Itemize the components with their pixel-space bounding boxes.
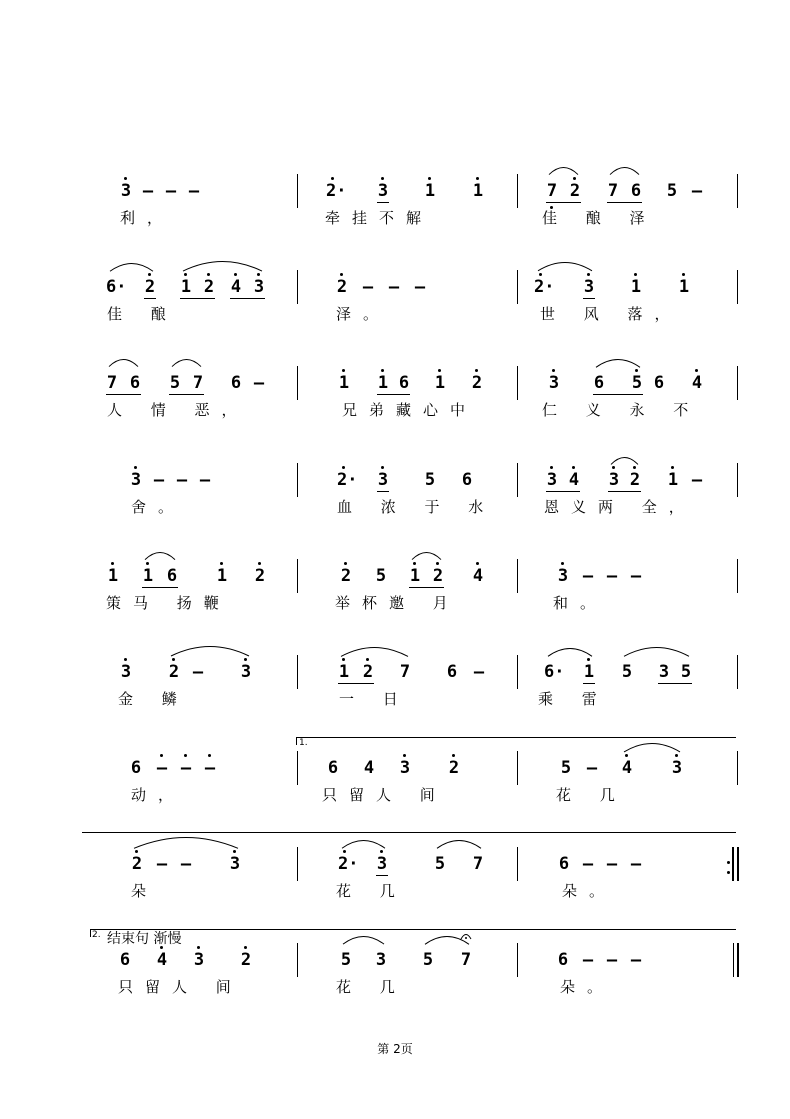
note: 2 (362, 662, 374, 682)
bar-line (737, 174, 738, 208)
note: 2 (448, 758, 460, 778)
fermata-icon (460, 932, 472, 940)
bar-line (517, 943, 518, 977)
note: 1 (142, 566, 154, 586)
note: 2 (340, 566, 352, 586)
lyric-measure-2: 兄弟藏心中 (342, 401, 478, 419)
note: 3 (375, 950, 387, 970)
note: – (156, 758, 168, 778)
note: 3 (253, 277, 265, 297)
lyric-measure-1: 佳 酿 (107, 305, 178, 323)
octave-dot-high (366, 658, 369, 661)
octave-dot-high (340, 273, 343, 276)
octave-dot-high (381, 369, 384, 372)
note: 3 (546, 470, 558, 490)
octave-dot-high (244, 658, 247, 661)
note: 6· (544, 662, 565, 682)
note: 1 (377, 373, 389, 393)
note: 6 (653, 373, 665, 393)
octave-dot-high (258, 562, 261, 565)
octave-dot-high (331, 177, 334, 180)
octave-dot-high (342, 658, 345, 661)
slur (547, 647, 593, 657)
beam-underline (546, 491, 580, 492)
note: 2· (338, 854, 359, 874)
slur (342, 935, 385, 945)
beam-underline (409, 587, 444, 588)
lyric-measure-3: 朵。 (562, 882, 617, 900)
octave-dot-high (342, 466, 345, 469)
note: 6 (129, 373, 141, 393)
lyric-measure-1: 人 情 恶， (107, 401, 249, 419)
note: – (165, 181, 177, 201)
note: 1 (667, 470, 679, 490)
note: 3 (658, 662, 670, 682)
note: 3 (557, 566, 569, 586)
octave-dot-high (134, 466, 137, 469)
note: 1 (338, 373, 350, 393)
note: 3 (120, 181, 132, 201)
lyric-measure-1: 舍。 (131, 498, 186, 516)
note: 4 (568, 470, 580, 490)
lyric-measure-3: 佳 酿 泽 (542, 209, 657, 227)
note: 6 (130, 758, 142, 778)
note: – (180, 854, 192, 874)
note: 6 (558, 854, 570, 874)
note: – (414, 277, 426, 297)
note: 1 (434, 373, 446, 393)
beam-underline (593, 394, 643, 395)
slur (610, 456, 639, 465)
octave-dot-high (197, 946, 200, 949)
octave-dot-high (633, 466, 636, 469)
beam-underline (338, 683, 374, 684)
note: – (691, 181, 703, 201)
bar-line (737, 463, 738, 497)
lyric-measure-2: 牵挂不解 (325, 209, 434, 227)
octave-dot-high (257, 273, 260, 276)
note: 4 (472, 566, 484, 586)
octave-dot-high (634, 273, 637, 276)
note: 2 (432, 566, 444, 586)
note: 5 (422, 950, 434, 970)
note: 1 (424, 181, 436, 201)
octave-dot-high (539, 273, 542, 276)
bar-line (517, 270, 518, 304)
note: – (142, 181, 154, 201)
note: 6 (446, 662, 458, 682)
note: 2 (168, 662, 180, 682)
note: 3 (240, 662, 252, 682)
slur (340, 646, 409, 657)
octave-dot-high (184, 273, 187, 276)
octave-dot-high (695, 369, 698, 372)
note: 5 (424, 470, 436, 490)
note: 6 (327, 758, 339, 778)
lyric-measure-3: 和。 (553, 594, 608, 612)
volta-2-text: 结束句 渐慢 (107, 931, 182, 947)
note: – (253, 373, 265, 393)
octave-dot-high (344, 562, 347, 565)
note: 6 (630, 181, 642, 201)
note: – (582, 854, 594, 874)
note: 2 (144, 277, 156, 297)
bar-line (297, 559, 298, 593)
note: 6 (398, 373, 410, 393)
octave-dot-high (476, 562, 479, 565)
slur (537, 261, 593, 272)
repeat-dot (727, 871, 730, 874)
lyric-measure-3: 乘 雷 (538, 690, 609, 708)
octave-dot-high (552, 369, 555, 372)
lyric-measure-1: 利， (120, 209, 175, 227)
note: 6 (461, 470, 473, 490)
beam-underline (377, 394, 410, 395)
note: 4 (363, 758, 375, 778)
beam-underline (583, 298, 595, 299)
octave-dot-high (244, 946, 247, 949)
note: 1 (180, 277, 192, 297)
beam-underline (169, 394, 204, 395)
note: 7 (607, 181, 619, 201)
slur (595, 358, 641, 368)
note: – (582, 950, 594, 970)
note: – (192, 662, 204, 682)
slur (623, 742, 681, 753)
slur (133, 836, 239, 849)
octave-dot-high (380, 850, 383, 853)
note: 3 (399, 758, 411, 778)
beam-underline (608, 491, 641, 492)
note: 3 (377, 181, 389, 201)
note: 4 (156, 950, 168, 970)
bar-line (517, 847, 518, 881)
octave-dot-high (675, 754, 678, 757)
note: 1 (338, 662, 350, 682)
repeat-bar-line (737, 847, 739, 881)
note: 2 (471, 373, 483, 393)
note: 3 (193, 950, 205, 970)
note: 5 (434, 854, 446, 874)
bar-line (517, 174, 518, 208)
note: 2 (254, 566, 266, 586)
note: 7 (399, 662, 411, 682)
octave-dot-high (452, 754, 455, 757)
octave-dot-high (413, 562, 416, 565)
note: 2 (240, 950, 252, 970)
note: 2 (131, 854, 143, 874)
note: 5 (169, 373, 181, 393)
note: 7 (460, 950, 472, 970)
bar-line (297, 847, 298, 881)
note: – (153, 470, 165, 490)
lyric-measure-1: 只留人 间 (118, 978, 243, 996)
note: 2· (534, 277, 555, 297)
octave-dot-high (172, 658, 175, 661)
octave-dot-high (146, 562, 149, 565)
octave-dot-high (208, 754, 211, 757)
lyric-measure-3: 朵。 (560, 978, 615, 996)
volta-1-label: 1. (299, 738, 308, 748)
octave-dot-high (438, 369, 441, 372)
octave-dot-high (625, 754, 628, 757)
octave-dot-high (124, 177, 127, 180)
note: 1 (583, 662, 595, 682)
bar-line (297, 366, 298, 400)
slur (182, 260, 263, 272)
final-bar-line (737, 943, 739, 977)
lyric-measure-2: 花 几 (336, 978, 407, 996)
repeat-bar-line (732, 847, 733, 881)
octave-dot-high (428, 177, 431, 180)
note: 7 (106, 373, 118, 393)
octave-dot-high (234, 273, 237, 276)
lyric-measure-3: 仁 义 永 不 (542, 401, 701, 419)
octave-dot-high (476, 177, 479, 180)
note: 3 (377, 470, 389, 490)
octave-dot-high (587, 658, 590, 661)
lyric-measure-2: 血 浓 于 水 (337, 498, 496, 516)
slur (171, 358, 202, 368)
bar-line (517, 366, 518, 400)
note: – (586, 758, 598, 778)
lyric-measure-1: 朵 (131, 882, 159, 900)
page-number: 第 2页 (377, 1042, 413, 1056)
beam-underline (583, 683, 595, 684)
note: 3 (583, 277, 595, 297)
note: 5 (375, 566, 387, 586)
note: 2 (629, 470, 641, 490)
octave-dot-high (612, 466, 615, 469)
beam-underline (607, 202, 642, 203)
bar-line (737, 366, 738, 400)
note: 2 (569, 181, 581, 201)
note: 2· (337, 470, 358, 490)
note: – (606, 854, 618, 874)
note: – (606, 566, 618, 586)
note: 4 (230, 277, 242, 297)
bar-line (737, 751, 738, 785)
beam-underline (106, 394, 141, 395)
note: 1 (409, 566, 421, 586)
slur (109, 262, 154, 272)
note: 3 (548, 373, 560, 393)
slur (548, 166, 579, 176)
octave-dot-high (671, 466, 674, 469)
note: 3 (229, 854, 241, 874)
octave-dot-high (403, 754, 406, 757)
volta-1-hook (296, 737, 297, 745)
bar-line (297, 270, 298, 304)
octave-dot-high (184, 754, 187, 757)
note: 1 (472, 181, 484, 201)
bar-line (517, 751, 518, 785)
octave-dot-high (233, 850, 236, 853)
note: 5 (666, 181, 678, 201)
octave-dot-high (124, 658, 127, 661)
note: 5 (340, 950, 352, 970)
note: – (362, 277, 374, 297)
bar-line (517, 559, 518, 593)
lyric-measure-2: 一 日 (339, 690, 410, 708)
note: 5 (621, 662, 633, 682)
beam-underline (180, 298, 215, 299)
bar-line (297, 943, 298, 977)
bar-line (737, 270, 738, 304)
octave-dot-high (572, 466, 575, 469)
octave-dot-high (220, 562, 223, 565)
note: 2· (326, 181, 347, 201)
volta-1-continuation (82, 832, 736, 833)
beam-underline (658, 683, 692, 684)
note: 5 (631, 373, 643, 393)
beam-underline (377, 202, 389, 203)
bar-line (737, 559, 738, 593)
note: 7 (192, 373, 204, 393)
note: 5 (680, 662, 692, 682)
note: 2 (203, 277, 215, 297)
octave-dot-high (111, 562, 114, 565)
repeat-dot (727, 861, 730, 864)
volta-2-bracket (90, 929, 736, 930)
final-bar-line (733, 943, 734, 977)
note: 6 (166, 566, 178, 586)
octave-dot-high (342, 369, 345, 372)
slur (108, 358, 139, 368)
octave-dot-high (148, 273, 151, 276)
bar-line (297, 174, 298, 208)
octave-dot-high (207, 273, 210, 276)
note: 2 (336, 277, 348, 297)
note: – (630, 566, 642, 586)
octave-dot-high (635, 369, 638, 372)
octave-dot-high (561, 562, 564, 565)
octave-dot-high (573, 177, 576, 180)
note: 6· (106, 277, 127, 297)
note: – (630, 950, 642, 970)
bar-line (733, 847, 734, 881)
lyric-measure-3: 恩义两 全， (544, 498, 696, 516)
note: 6 (557, 950, 569, 970)
note: 6 (119, 950, 131, 970)
lyric-measure-3: 花 几 (556, 786, 627, 804)
lyric-measure-3: 世 风 落， (540, 305, 682, 323)
note: 4 (621, 758, 633, 778)
note: 7 (472, 854, 484, 874)
octave-dot-high (343, 850, 346, 853)
note: – (606, 950, 618, 970)
beam-underline (376, 875, 388, 876)
slur (411, 551, 442, 561)
slur (144, 551, 176, 561)
note: – (691, 470, 703, 490)
note: – (188, 181, 200, 201)
lyric-measure-1: 金 鳞 (118, 690, 189, 708)
note: 3 (608, 470, 620, 490)
note: 1 (630, 277, 642, 297)
note: – (156, 854, 168, 874)
octave-dot-high (682, 273, 685, 276)
note: 1 (216, 566, 228, 586)
bar-line (297, 463, 298, 497)
octave-dot-high (587, 273, 590, 276)
slur (436, 839, 482, 849)
bar-line (297, 655, 298, 689)
octave-dot-high (475, 369, 478, 372)
lyric-measure-1: 动， (131, 786, 186, 804)
note: 4 (691, 373, 703, 393)
beam-underline (142, 587, 178, 588)
lyric-measure-2: 举杯邀 月 (335, 594, 460, 612)
slur (170, 645, 250, 657)
beam-underline (546, 202, 581, 203)
volta-2-label: 2. (92, 930, 101, 940)
bar-line (737, 655, 738, 689)
lyric-measure-2: 泽。 (336, 305, 391, 323)
note: – (473, 662, 485, 682)
note: 5 (560, 758, 572, 778)
note: 3 (671, 758, 683, 778)
bar-line (297, 751, 298, 785)
beam-underline (230, 298, 265, 299)
beam-underline (377, 491, 389, 492)
note: – (176, 470, 188, 490)
slur (609, 166, 640, 176)
note: 6 (230, 373, 242, 393)
octave-dot-high (135, 850, 138, 853)
note: 3 (120, 662, 132, 682)
octave-dot-high (160, 754, 163, 757)
bar-line (517, 655, 518, 689)
note: – (630, 854, 642, 874)
slur (623, 646, 690, 657)
volta-1-bracket (296, 737, 736, 738)
octave-dot-high (550, 466, 553, 469)
octave-dot-high (381, 177, 384, 180)
note: – (180, 758, 192, 778)
note: – (204, 758, 216, 778)
note: 1 (107, 566, 119, 586)
note: 1 (678, 277, 690, 297)
bar-line (517, 463, 518, 497)
slur (341, 839, 386, 849)
beam-underline (144, 298, 156, 299)
lyric-measure-2: 只留人 间 (322, 786, 447, 804)
octave-dot-high (381, 466, 384, 469)
note: 3 (376, 854, 388, 874)
note: – (199, 470, 211, 490)
volta-2-hook (90, 929, 91, 937)
lyric-measure-2: 花 几 (336, 882, 407, 900)
octave-dot-high (436, 562, 439, 565)
lyric-measure-1: 策马 扬鞭 (106, 594, 231, 612)
note: – (582, 566, 594, 586)
note: 6 (593, 373, 605, 393)
note: 7 (546, 181, 558, 201)
note: – (388, 277, 400, 297)
note: 3 (130, 470, 142, 490)
